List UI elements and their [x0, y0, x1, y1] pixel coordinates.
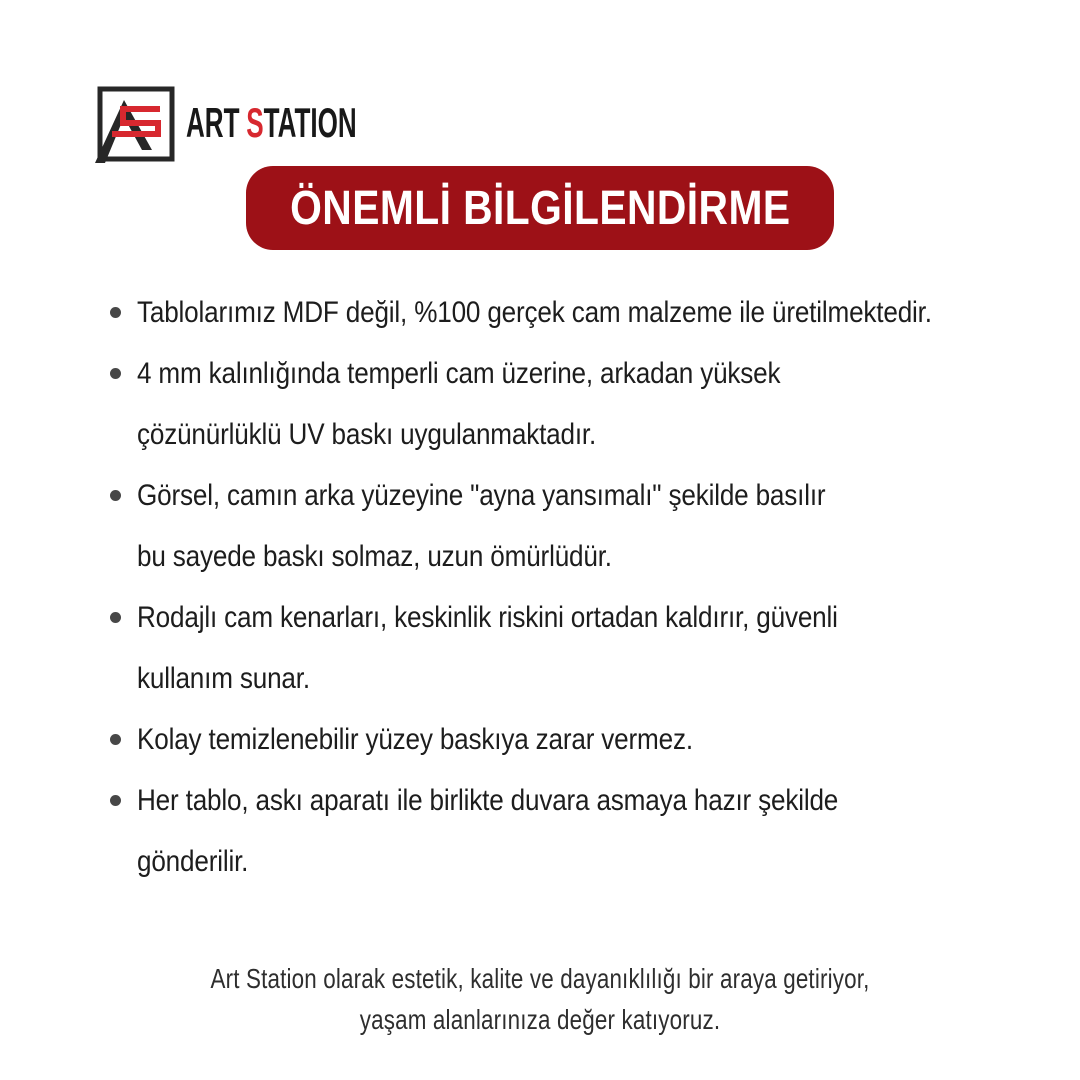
footer-line-1: Art Station olarak estetik, kalite ve dayanıklılığı bir araya getiriyor,	[210, 963, 870, 994]
important-info-banner	[246, 166, 834, 250]
bullet-dot-icon	[110, 307, 121, 318]
bullet-dot-icon	[110, 734, 121, 745]
brand-name-prefix: ART	[186, 99, 240, 146]
bullet-line: Tablolarımız MDF değil, %100 gerçek cam malzeme ile üretilmektedir.	[137, 295, 932, 329]
bullet-line: Kolay temizlenebilir yüzey baskıya zarar vermez.	[137, 722, 693, 756]
as-monogram-icon	[95, 84, 195, 186]
brand-name	[186, 99, 357, 147]
bullet-line: çözünürlüklü UV baskı uygulanmaktadır.	[137, 417, 597, 451]
bullet-dot-icon	[110, 490, 121, 501]
footer-tagline	[0, 958, 1080, 1040]
bullet-item-glass-print	[137, 343, 1040, 465]
bullet-line: gönderilir.	[137, 844, 249, 878]
info-bullet-list	[137, 282, 1040, 892]
bullet-line: Rodajlı cam kenarları, keskinlik riskini ortadan kaldırır, güvenli	[137, 600, 838, 634]
brand-name-suffix: TATION	[263, 99, 357, 146]
bullet-item-hanging-kit	[137, 770, 1040, 892]
bullet-item-material	[137, 282, 1040, 343]
footer-line-2: yaşam alanlarınıza değer katıyoruz.	[359, 1004, 721, 1035]
bullet-dot-icon	[110, 368, 121, 379]
bullet-line: 4 mm kalınlığında temperli cam üzerine, arkadan yüksek	[137, 356, 781, 390]
bullet-dot-icon	[110, 795, 121, 806]
bullet-item-mirror-print	[137, 465, 1040, 587]
bullet-line: Görsel, camın arka yüzeyine "ayna yansımalı" şekilde basılır	[137, 478, 826, 512]
bullet-line: kullanım sunar.	[137, 661, 310, 695]
bullet-line: Her tablo, askı aparatı ile birlikte duvara asmaya hazır şekilde	[137, 783, 839, 817]
bullet-item-edges	[137, 587, 1040, 709]
bullet-line: bu sayede baskı solmaz, uzun ömürlüdür.	[137, 539, 612, 573]
bullet-dot-icon	[110, 612, 121, 623]
bullet-item-cleaning	[137, 709, 1040, 770]
brand-name-accent: S	[246, 99, 264, 146]
art-station-logo	[95, 84, 195, 186]
banner-title: ÖNEMLİ BİLGİLENDİRME	[289, 181, 791, 235]
